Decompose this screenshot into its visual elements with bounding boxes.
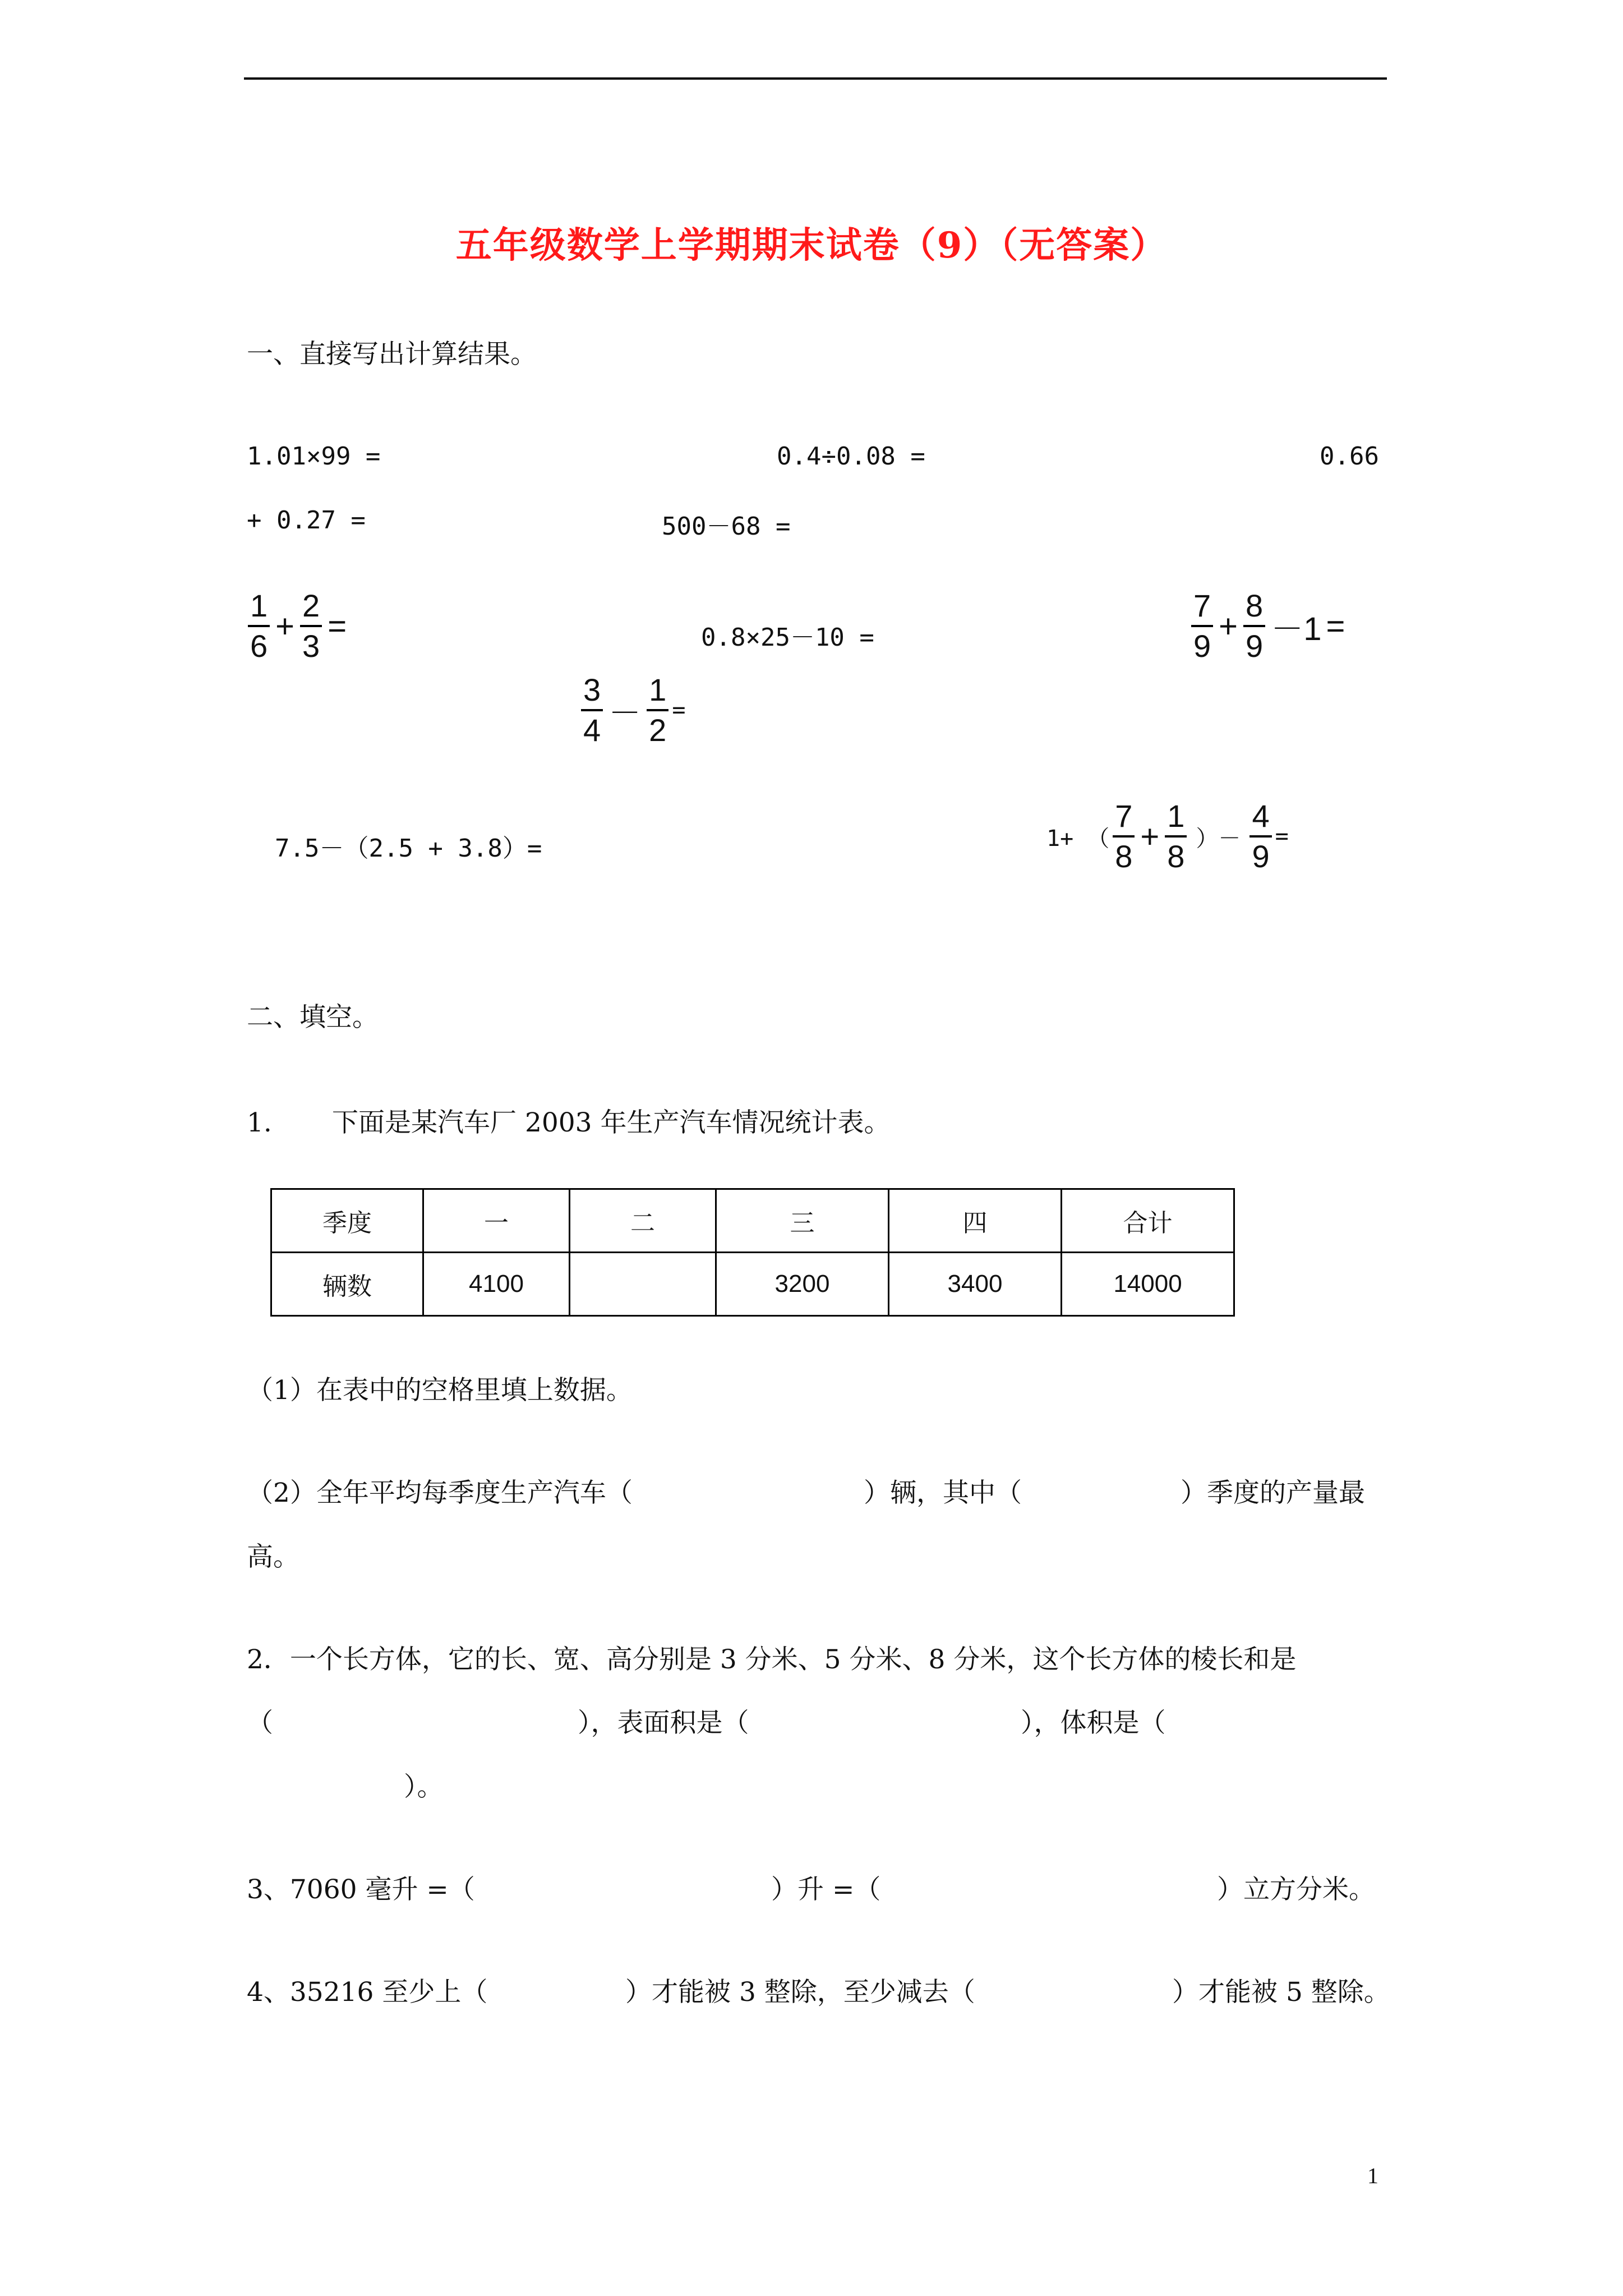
calc-3-part1: 0.66 [1320,442,1379,471]
plus-sign: + [275,608,295,645]
fraction [1243,589,1265,664]
fraction-expression-2 [1188,589,1347,664]
calc-3-part2: + 0.27 = [247,506,366,535]
fraction-expression-1 [245,589,349,664]
question-3-part3: ）立方分米。 [1217,1874,1375,1905]
table-header-cell: 一 [423,1189,570,1253]
question-3-part1: 3、7060 毫升 =（ [247,1874,475,1905]
fraction [248,589,270,664]
question-2-line3: ）。 [404,1772,444,1802]
calc-4: 500－68 = [662,512,791,541]
table-header-cell: 季度 [271,1189,423,1253]
table-header-cell: 四 [889,1189,1062,1253]
denominator: 4 [583,712,601,748]
fraction [581,673,603,748]
table-cell: 3200 [716,1253,889,1316]
denominator: 6 [250,628,268,664]
numerator: 1 [647,673,668,711]
question-2-line2-part3: ），体积是（ [1021,1708,1166,1738]
numerator: 1 [1165,799,1187,838]
question-1-sub2-part3: ）季度的产量最 [1181,1478,1365,1508]
fraction [1113,799,1135,874]
numerator: 2 [300,589,322,627]
equals-sign: = [328,608,347,645]
calc-2: 0.4÷0.08 = [777,442,925,471]
question-2-line2-part1: （ [247,1708,273,1738]
page-number: 1 [1367,2163,1378,2188]
equals-sign: = [1326,608,1345,645]
question-1-text: 下面是某汽车厂 2003 年生产汽车情况统计表。 [332,1107,891,1138]
numerator: 8 [1243,589,1265,627]
numerator: 7 [1113,799,1135,838]
statistics-table [270,1188,1235,1317]
plus-sign: + [1140,818,1160,855]
table-header-cell: 合计 [1062,1189,1234,1253]
question-1-sub2-part4: 高。 [247,1542,299,1572]
question-4-part3: ）才能被 5 整除。 [1172,1977,1390,2008]
fraction-expression-3 [578,673,685,748]
header-rule [244,77,1387,80]
question-1-sub1: （1）在表中的空格里填上数据。 [247,1375,633,1406]
table-header-cell: 二 [570,1189,716,1253]
question-4-part1: 4、35216 至少上（ [247,1977,488,2008]
question-3-part2: ）升 =（ [771,1874,881,1905]
equals-sign: = [672,697,686,724]
fraction [1191,589,1213,664]
table-cell: 14000 [1062,1253,1234,1316]
numerator: 3 [581,673,603,711]
calc-parentheses: 7.5－（2.5 + 3.8）= [275,834,542,863]
table-cell-blank [570,1253,716,1316]
numerator: 4 [1249,799,1271,838]
fraction-expression-4 [1046,799,1289,874]
minus-sign: － [608,695,642,732]
question-1-sub2-part1: （2）全年平均每季度生产汽车（ [247,1478,633,1508]
fraction [1165,799,1187,874]
fraction [1249,799,1271,874]
denominator: 9 [1252,839,1270,875]
denominator: 8 [1167,839,1185,875]
denominator: 9 [1193,628,1211,664]
plus-sign: + [1219,608,1238,645]
page-title: 五年级数学上学期期末试卷（9）（无答案） [455,224,1168,266]
table-row [271,1189,1234,1253]
question-4-part2: ）才能被 3 整除，至少减去（ [625,1977,975,2008]
numerator: 1 [248,589,270,627]
equals-sign: = [1275,823,1289,850]
section2-heading: 二、填空。 [247,1002,379,1033]
calc-middle: 0.8×25－10 = [701,623,874,652]
question-1-number: 1. [247,1107,272,1138]
denominator: 3 [302,628,320,664]
question-2-line1: 2．一个长方体，它的长、宽、高分别是 3 分米、5 分米、8 分米，这个长方体的棱长和是 [247,1644,1297,1675]
table-cell: 3400 [889,1253,1062,1316]
section1-heading: 一、直接写出计算结果。 [247,339,537,370]
fraction [647,673,668,748]
minus-one: －1 [1271,611,1322,648]
fraction [300,589,322,664]
calc-1: 1.01×99 = [247,442,381,471]
numerator: 7 [1191,589,1213,627]
table-cell: 4100 [423,1253,570,1316]
question-1-sub2-part2: ）辆，其中（ [864,1478,1022,1508]
denominator: 9 [1246,628,1264,664]
expression-prefix: 1+ （ [1046,825,1110,852]
close-paren-minus: ）－ [1196,825,1241,852]
table-cell: 辆数 [271,1253,423,1316]
denominator: 2 [649,712,667,748]
denominator: 8 [1115,839,1133,875]
question-2-line2-part2: ），表面积是（ [578,1708,749,1738]
table-row [271,1253,1234,1316]
table-header-cell: 三 [716,1189,889,1253]
